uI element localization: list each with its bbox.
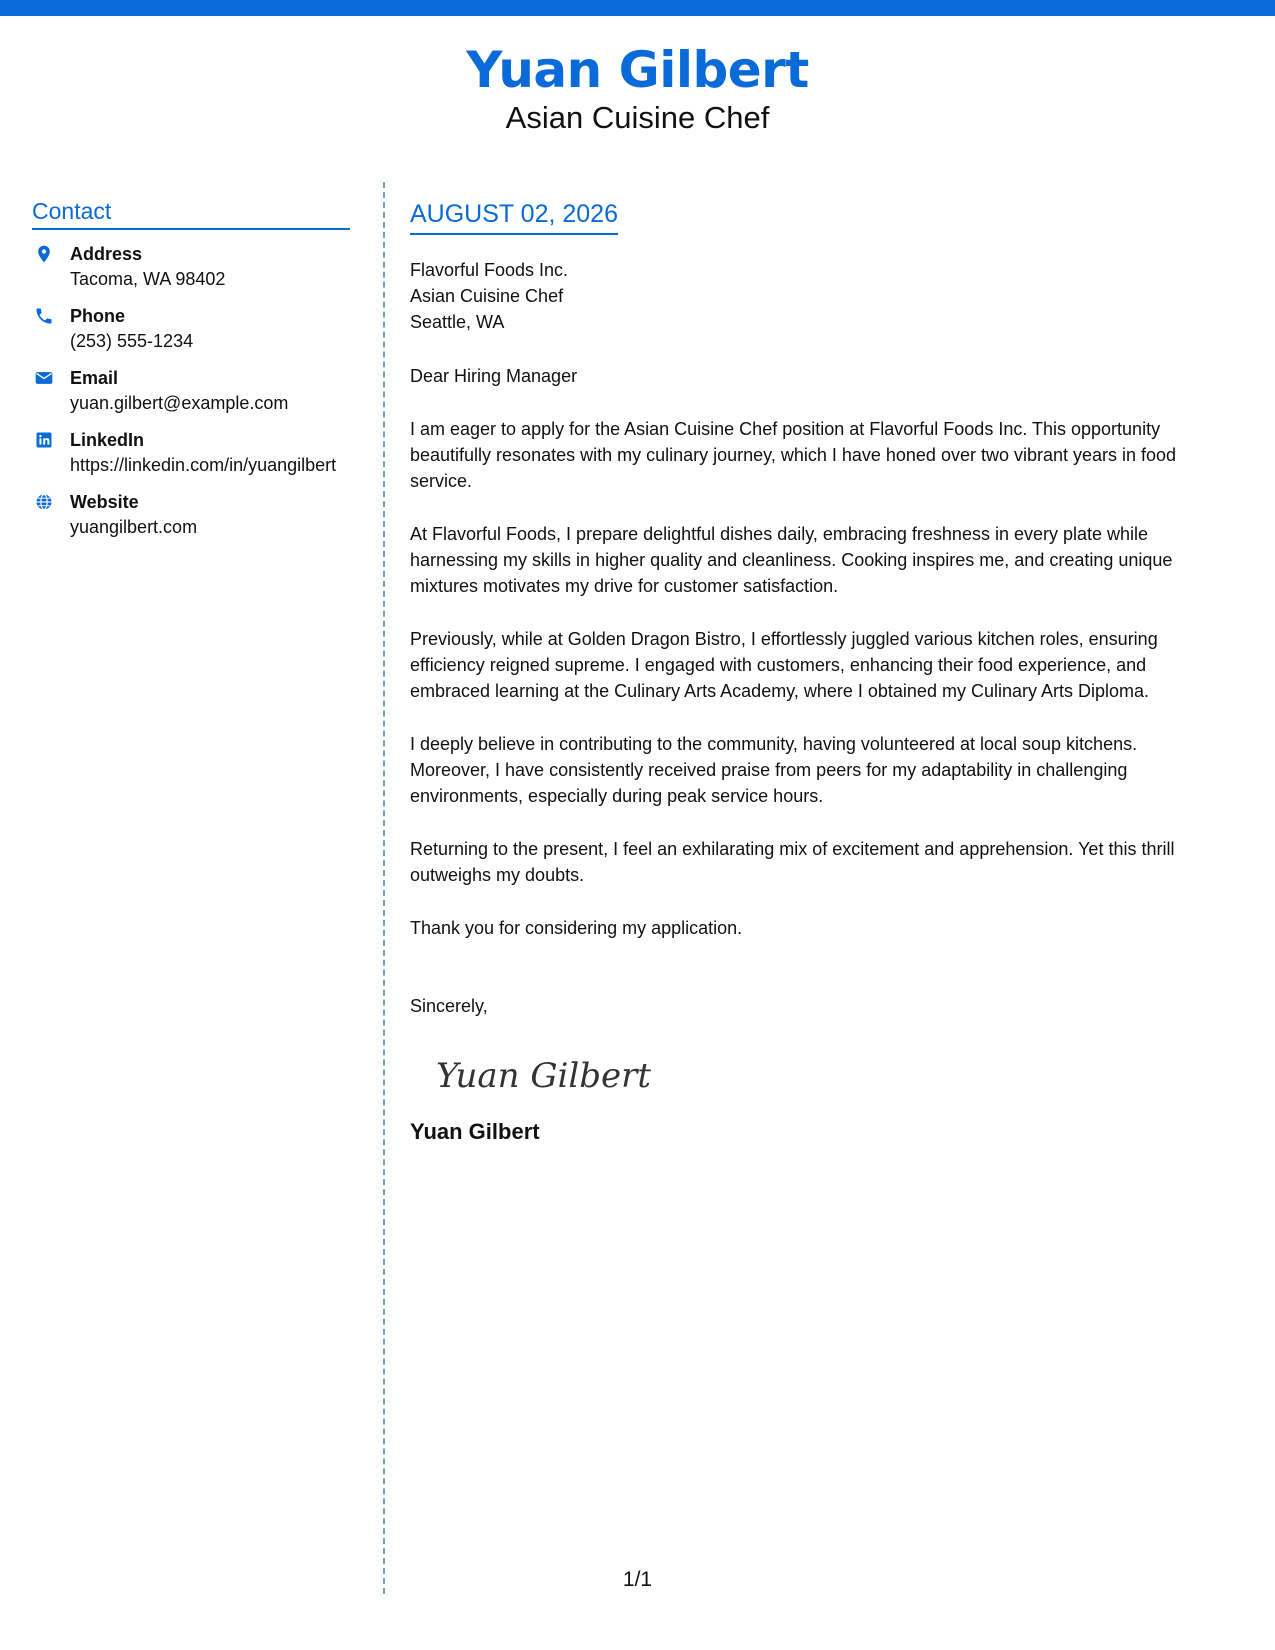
applicant-role: Asian Cuisine Chef: [505, 100, 770, 135]
contact-item-linkedin: [32, 428, 350, 477]
contact-label: Website: [70, 492, 139, 512]
recipient-position: Asian Cuisine Chef: [410, 286, 564, 306]
page-number: 1/1: [622, 1568, 653, 1591]
contact-section-title: Contact: [32, 196, 350, 230]
letter-paragraph: Previously, while at Golden Dragon Bistro, I effortlessly juggled various kitchen roles, ensuring efficiency reigned supreme. I engaged with customers, enhancing their food experience, and embraced learning at the Culinary Arts Academy, where I obtained my Culinary Arts Diploma.: [410, 629, 1158, 701]
map-pin-icon: [34, 244, 54, 264]
contact-list: [32, 242, 350, 539]
contact-value[interactable]: yuangilbert.com: [70, 517, 198, 537]
page-header: [0, 40, 1275, 136]
contact-item-address: [32, 242, 350, 291]
contact-value[interactable]: https://linkedin.com/in/yuangilbert: [70, 455, 337, 475]
closing: Sincerely,: [410, 996, 488, 1016]
contact-label: LinkedIn: [70, 430, 145, 450]
contact-item-website: [32, 490, 350, 539]
contact-item-email: [32, 366, 350, 415]
letter-paragraph: Returning to the present, I feel an exhilarating mix of excitement and apprehension. Yet this thrill outweighs my doubts.: [410, 839, 1175, 885]
phone-icon: [34, 306, 54, 326]
salutation: Dear Hiring Manager: [410, 366, 578, 386]
signature-text: Yuan Gilbert: [436, 1056, 652, 1096]
top-accent-bar: [0, 0, 1275, 16]
contact-value: (253) 555-1234: [70, 331, 194, 351]
recipient-block: [410, 257, 1220, 335]
letter-date: AUGUST 02, 2026: [410, 198, 618, 235]
signer-name: Yuan Gilbert: [410, 1119, 540, 1144]
recipient-location: Seattle, WA: [410, 312, 505, 332]
column-divider: [383, 182, 385, 1594]
handwritten-signature: [430, 1045, 660, 1105]
envelope-icon: [34, 368, 54, 388]
contact-label: Address: [70, 244, 143, 264]
contact-sidebar: [32, 196, 350, 552]
recipient-company: Flavorful Foods Inc.: [410, 260, 569, 280]
letter-paragraph: I deeply believe in contributing to the community, having volunteered at local soup kitchens. Moreover, I have consistently received praise from peers for my adaptability in challenging environments, especially during peak service hours.: [410, 734, 1138, 806]
contact-label: Email: [70, 368, 119, 388]
contact-item-phone: [32, 304, 350, 353]
contact-label: Phone: [70, 306, 126, 326]
globe-icon: [34, 492, 54, 512]
linkedin-icon: [34, 430, 54, 450]
contact-value: Tacoma, WA 98402: [70, 269, 226, 289]
letter-paragraph: At Flavorful Foods, I prepare delightful dishes daily, embracing freshness in every plate while harnessing my skills in higher quality and cleanliness. Cooking inspires me, and creating unique mixtures motivates my drive for customer satisfaction.: [410, 524, 1173, 596]
letter-paragraph: I am eager to apply for the Asian Cuisine Chef position at Flavorful Foods Inc. This opportunity beautifully resonates with my culinary journey, which I have honed over two vibrant years in food service.: [410, 419, 1177, 491]
contact-value: yuan.gilbert@example.com: [70, 393, 289, 413]
applicant-name: Yuan Gilbert: [466, 41, 809, 99]
letter-paragraph: Thank you for considering my application.: [410, 918, 743, 938]
letter-body: [410, 198, 1220, 1146]
